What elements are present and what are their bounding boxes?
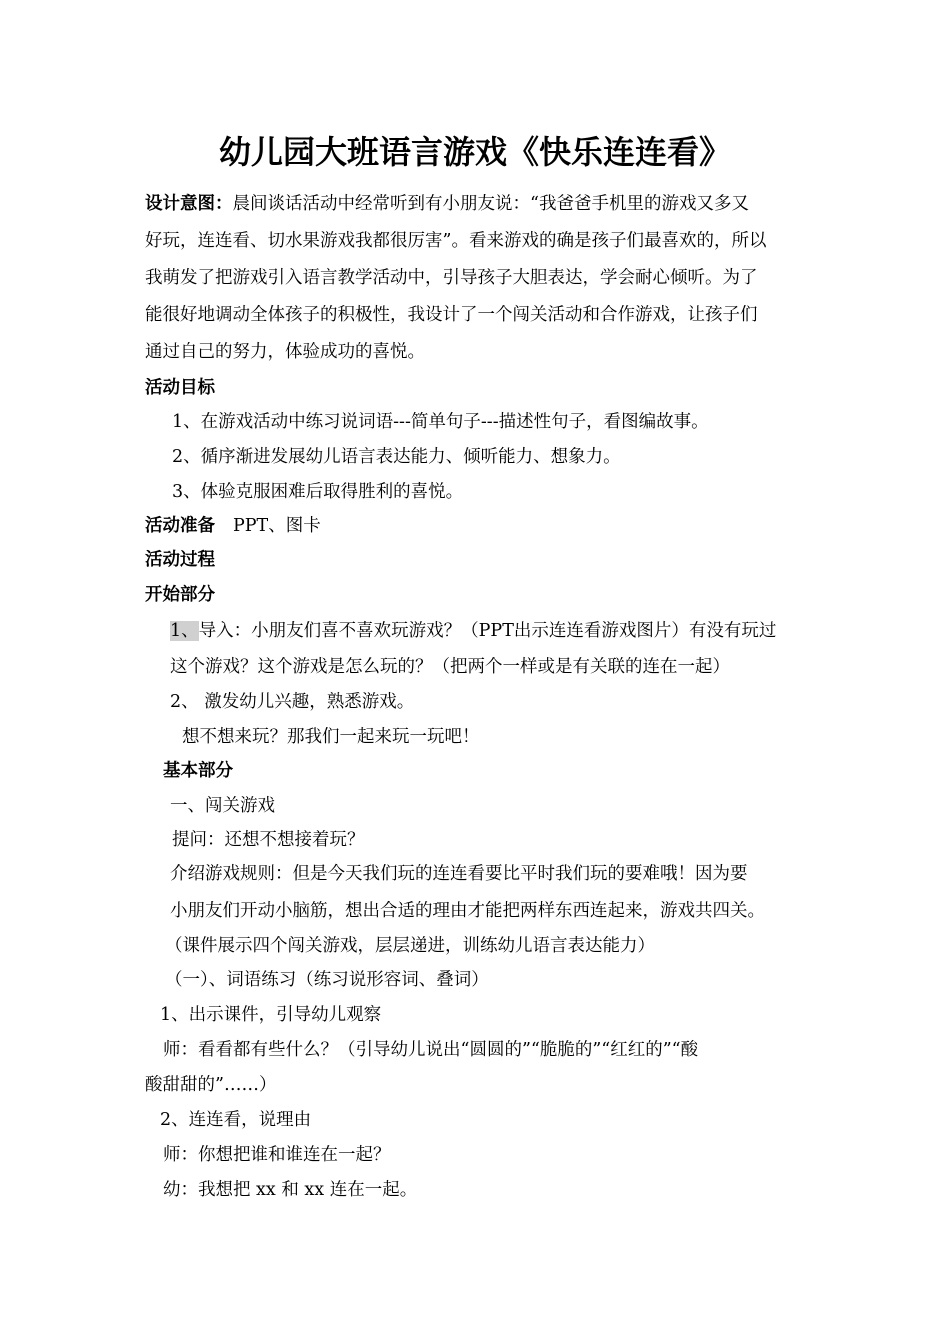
start-item (170, 619, 776, 643)
body-text: 师：看看都有些什么？（引导幼儿说出“圆圆的”“脆脆的”“红红的”“酸 (163, 1040, 699, 1060)
body-text: 2、连连看，说理由 (160, 1110, 312, 1130)
design-intent-text: 通过自己的努力，体验成功的喜悦。 (145, 342, 425, 362)
goal-item: 2、循序渐进发展幼儿语言表达能力、倾听能力、想象力。 (172, 447, 621, 467)
item-number: 1、 (170, 621, 199, 641)
body-text: 幼：我想把 xx 和 xx 连在一起。 (163, 1180, 418, 1200)
body-text: 介绍游戏规则：但是今天我们玩的连连看要比平时我们玩的要难哦！因为要 (170, 864, 748, 884)
start-item-text: 导入：小朋友们喜不喜欢玩游戏？（PPT出示连连看游戏图片）有没有玩过 (198, 621, 777, 641)
prep-line (145, 514, 321, 538)
goal-item: 1、在游戏活动中练习说词语---简单句子---描述性句子，看图编故事。 (172, 412, 709, 432)
start-item: 想不想来玩？那我们一起来玩一玩吧！ (182, 727, 480, 747)
design-intent-text: 晨间谈话活动中经常听到有小朋友说：“我爸爸手机里的游戏又多又 (232, 194, 749, 214)
start-item-text: 这个游戏？这个游戏是怎么玩的？（把两个一样或是有关联的连在一起） (170, 657, 730, 677)
goals-heading: 活动目标 (145, 378, 215, 398)
goal-item: 3、体验克服困难后取得胜利的喜悦。 (172, 482, 464, 502)
basic-heading: 基本部分 (163, 761, 233, 781)
body-text: （课件展示四个闯关游戏，层层递进，训练幼儿语言表达能力） (165, 936, 655, 956)
page-title: 幼儿园大班语言游戏《快乐连连看》 (218, 133, 731, 171)
section-heading: 一、闯关游戏 (170, 796, 275, 816)
body-text: 1、出示课件，引导幼儿观察 (160, 1005, 382, 1025)
design-intent-label: 设计意图： (145, 194, 233, 214)
body-text: 师：你想把谁和谁连在一起？ (163, 1145, 391, 1165)
design-intent-text: 好玩，连连看、切水果游戏我都很厉害”。看来游戏的确是孩子们最喜欢的，所以 (145, 231, 767, 251)
subsection-heading: （一）、词语练习（练习说形容词、叠词） (165, 970, 489, 990)
design-intent-text: 我萌发了把游戏引入语言教学活动中，引导孩子大胆表达，学会耐心倾听。为了 (145, 268, 758, 288)
design-intent-text: 能很好地调动全体孩子的积极性，我设计了一个闯关活动和合作游戏，让孩子们 (145, 305, 758, 325)
process-heading: 活动过程 (145, 550, 215, 570)
body-text: 提问：还想不想接着玩？ (172, 830, 365, 850)
prep-text: PPT、图卡 (233, 516, 321, 536)
start-item: 2、 激发幼儿兴趣，熟悉游戏。 (170, 692, 415, 712)
prep-heading: 活动准备 (145, 516, 215, 536)
design-intent-line (145, 192, 749, 216)
start-heading: 开始部分 (145, 585, 215, 605)
body-text: 小朋友们开动小脑筋，想出合适的理由才能把两样东西连起来，游戏共四关。 (170, 901, 765, 921)
body-text: 酸甜甜的”……） (145, 1075, 277, 1095)
